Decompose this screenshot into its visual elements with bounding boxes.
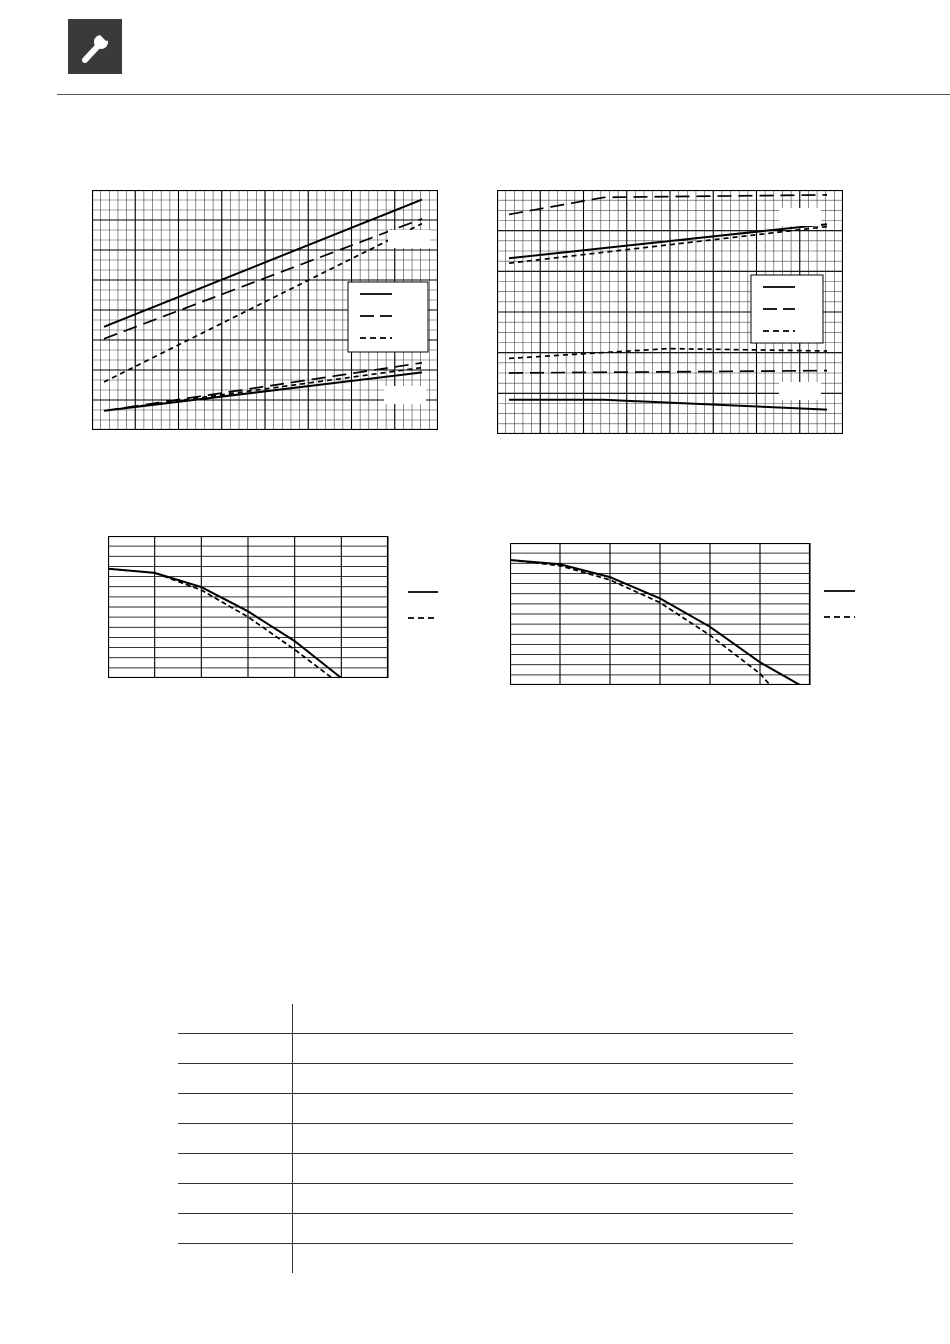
legend [408,592,438,618]
chart-bottom-left [108,536,438,678]
table-row [178,1154,793,1184]
series-line-2 [509,224,827,258]
chart-bottom-right [510,543,855,685]
chart-top-right [497,190,843,434]
table-row [178,1004,793,1034]
series-line-2 [510,560,770,685]
table-row [178,1214,793,1244]
series-group-label [384,386,426,404]
table-row [178,1094,793,1124]
series-line-1 [108,569,341,678]
chart-grid [108,536,388,678]
legend [751,275,823,343]
table-row [178,1244,793,1274]
legend [824,591,855,617]
table-row [178,1034,793,1064]
table-row [178,1124,793,1154]
spec-table [178,1004,793,1273]
header-divider [57,94,950,95]
series-line-2 [108,569,332,678]
series-line-5 [509,371,827,373]
series-line-6 [509,400,827,410]
series-group-label [388,230,430,248]
series-group-label [779,208,821,226]
chart-top-left [92,190,438,430]
series-line-3 [509,227,827,264]
table-row [178,1184,793,1214]
wrench-icon [68,19,122,74]
series-line-6 [104,368,422,411]
series-group-label [779,382,821,400]
series-line-1 [510,560,800,685]
series-line-4 [509,349,827,359]
table-row [178,1064,793,1094]
legend [348,282,428,352]
